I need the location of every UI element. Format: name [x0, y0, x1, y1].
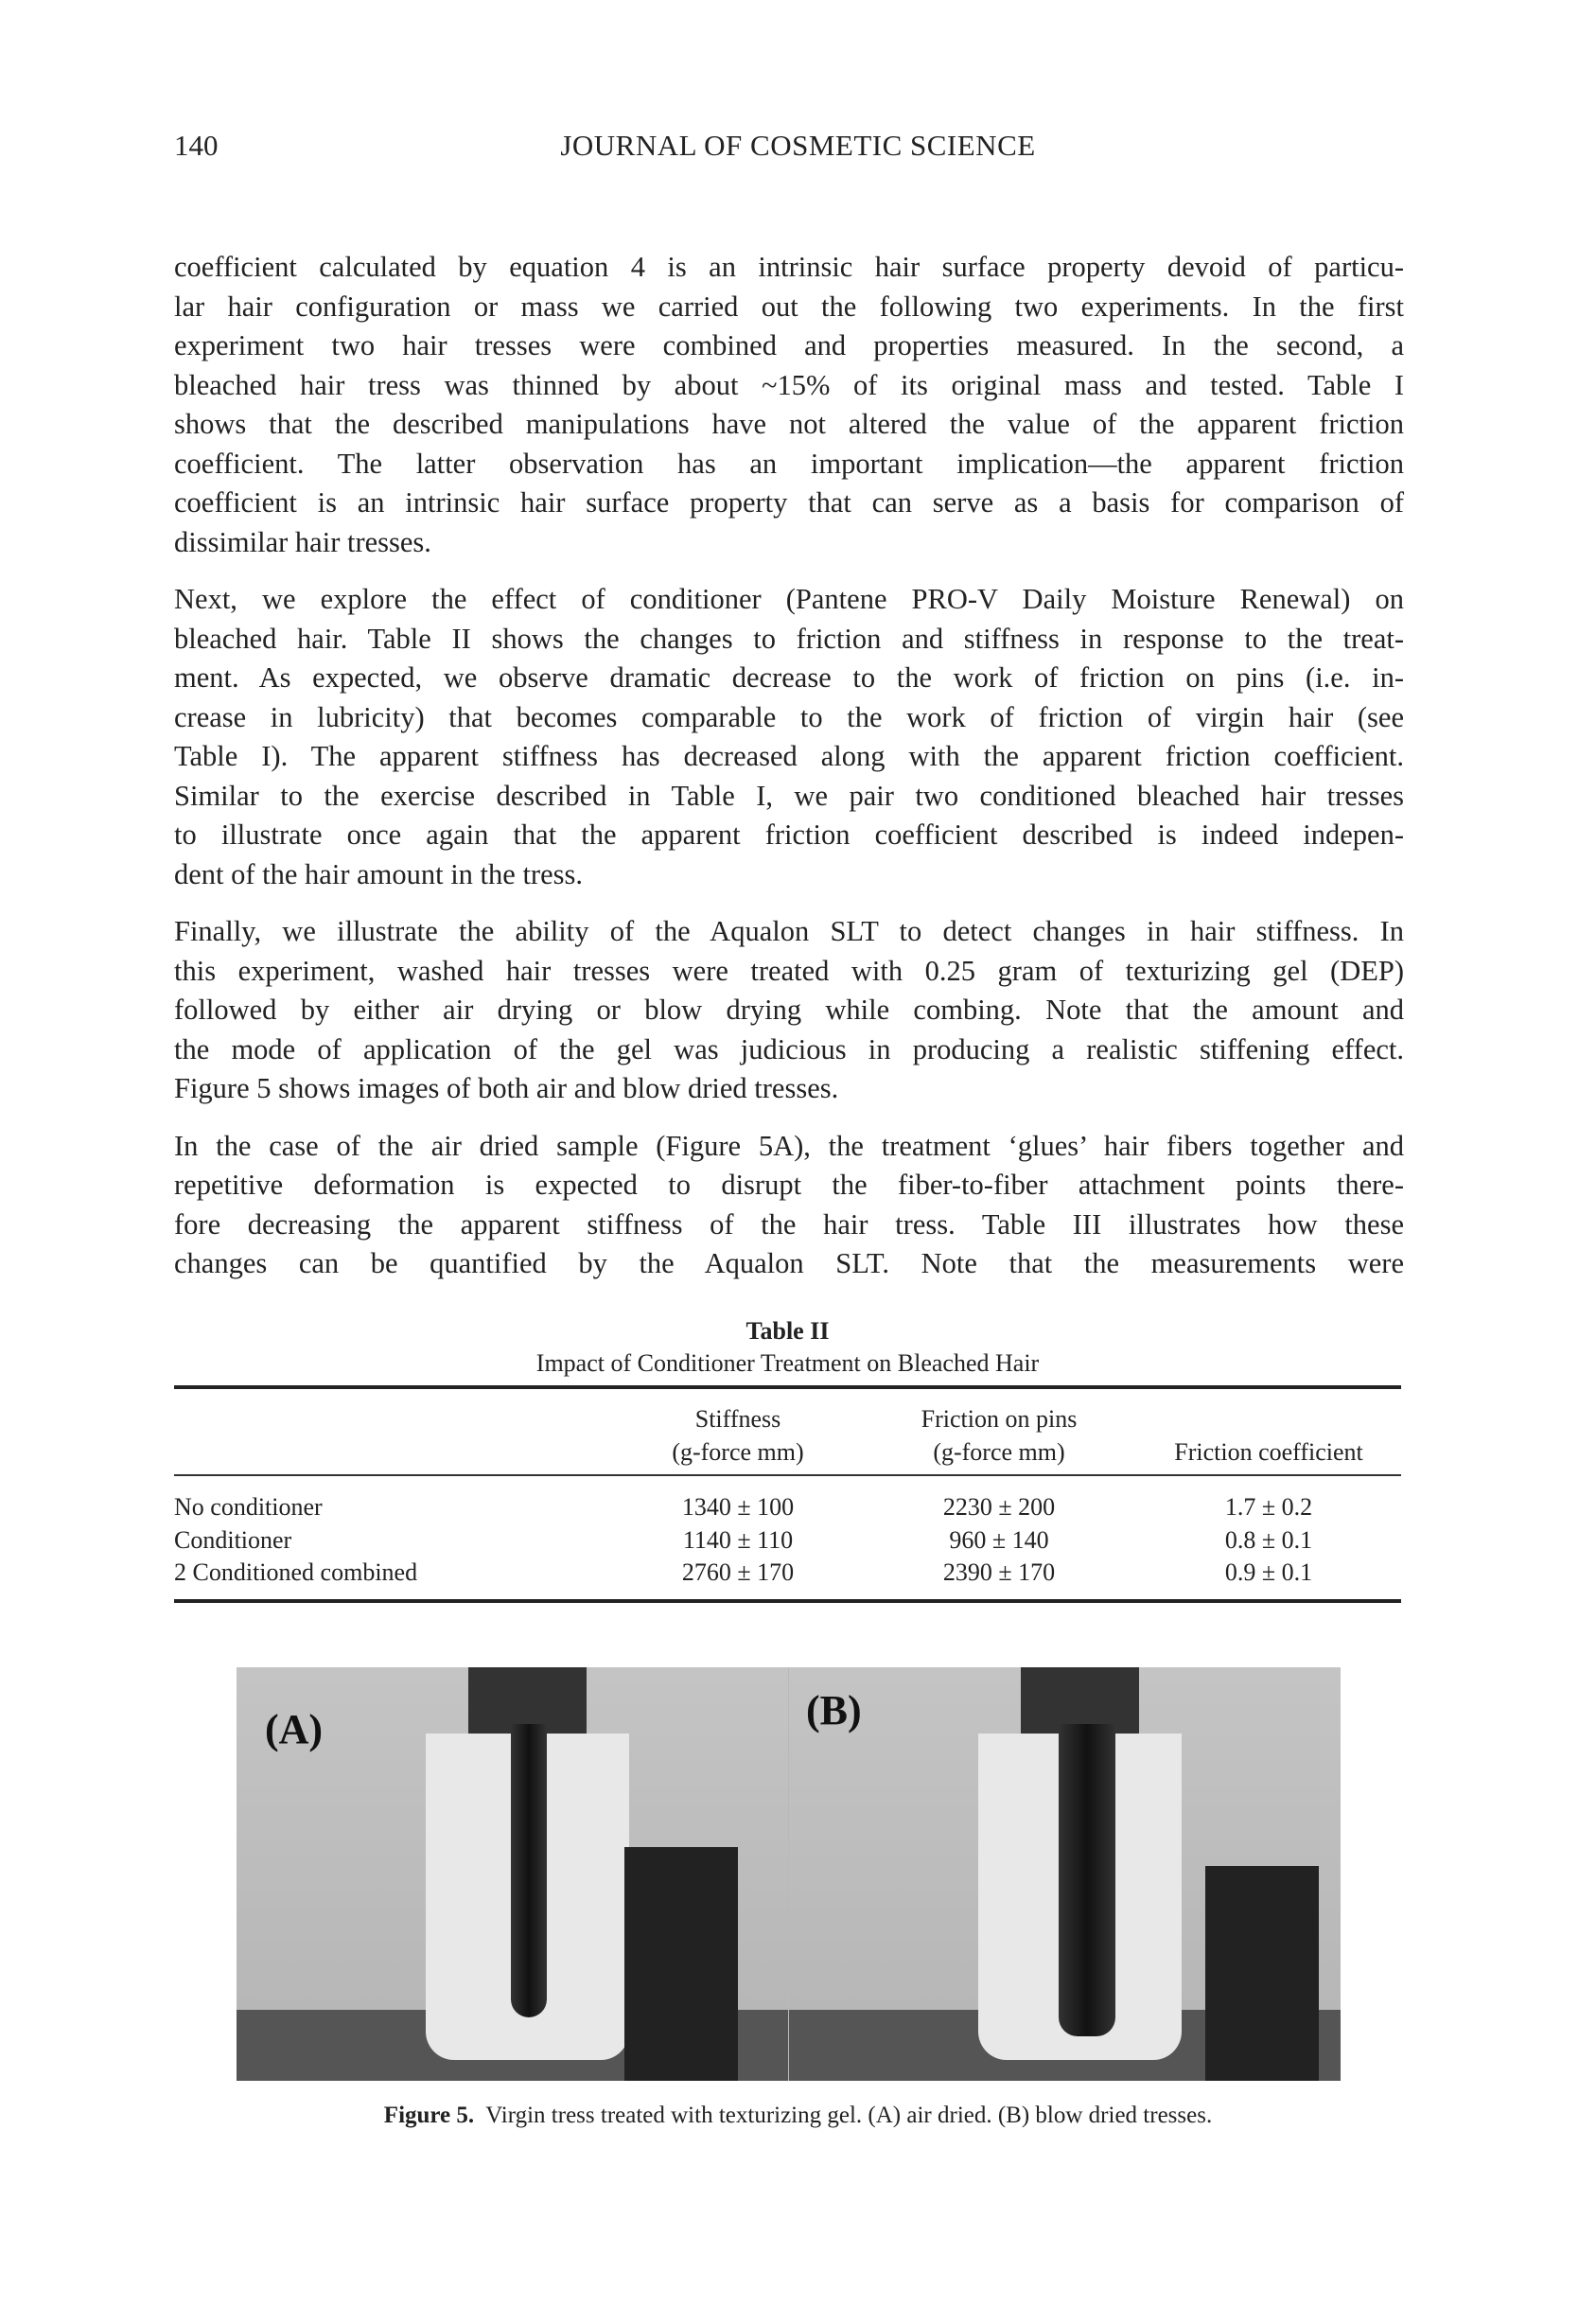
text-line: lar hair configuration or mass we carried out the following two experiments. In the first: [174, 290, 1404, 323]
page-number: 140: [174, 129, 219, 162]
text-line: In the case of the air dried sample (Figure 5A), the treatment ‘glues’ hair fibers together and: [174, 1129, 1404, 1162]
text-line: dissimilar hair tresses.: [174, 525, 431, 558]
figure-caption: Figure 5. Virgin tress treated with texturizing gel. (A) air dried. (B) blow dried tresses.: [383, 2103, 1213, 2128]
header-friction-on-pins: Friction on pins (g-force mm): [921, 1405, 1078, 1466]
panel-a-label: (A): [265, 1706, 324, 1752]
text-line: ment. As expected, we observe dramatic decrease to the work of friction on pins (i.e. in-: [174, 661, 1404, 694]
table-row: [174, 1491, 1401, 1524]
text-line: to illustrate once again that the apparent friction coefficient described is indeed indepen-: [174, 819, 1404, 851]
figure-panel-b: [789, 1667, 1341, 2081]
text-line: repetitive deformation is expected to disrupt the fiber-to-fiber attachment points there-: [174, 1169, 1404, 1201]
table-label: Table II: [745, 1317, 830, 1345]
table-cell: 2390 ± 170: [942, 1558, 1056, 1586]
text-line: Next, we explore the effect of conditioner (Pantene PRO-V Daily Moisture Renewal) on: [174, 583, 1404, 615]
header-friction-coefficient: Friction coefficient: [1174, 1438, 1363, 1466]
figure-5-image: [237, 1667, 1341, 2081]
table-cell: 960 ± 140: [949, 1525, 1049, 1554]
text-line: bleached hair tress was thinned by about ~15% of its original mass and tested. Table I: [174, 368, 1404, 401]
text-line: bleached hair. Table II shows the changes to friction and stiffness in response to the treat-: [174, 622, 1404, 655]
table-cell: 2760 ± 170: [681, 1558, 795, 1586]
paragraph: [174, 1127, 1404, 1284]
table-title: Impact of Conditioner Treatment on Bleached Hair: [535, 1349, 1040, 1377]
text-line: shows that the described manipulations have not altered the value of the apparent friction: [174, 408, 1404, 440]
table-header-row: [174, 1389, 1401, 1474]
table-row: [174, 1524, 1401, 1558]
table-bottom-rule: [174, 1599, 1401, 1603]
paragraph: [174, 248, 1404, 562]
paragraph: [174, 580, 1404, 894]
table-header-rule: [174, 1474, 1401, 1476]
body-text: [174, 248, 1404, 1302]
text-line: Table I). The apparent stiffness has decreased along with the apparent friction coefficient.: [174, 740, 1404, 772]
text-line: followed by either air drying or blow drying while combing. Note that the amount and: [174, 994, 1404, 1026]
panel-b-label: (B): [806, 1687, 862, 1734]
table-cell: Conditioner: [174, 1525, 292, 1554]
text-line: Figure 5 shows images of both air and blow dried tresses.: [174, 1072, 839, 1104]
text-line: fore decreasing the apparent stiffness of the hair tress. Table III illustrates how these: [174, 1207, 1404, 1241]
table-cell: No conditioner: [174, 1493, 323, 1521]
table-cell: 1.7 ± 0.2: [1224, 1493, 1313, 1521]
text-line: crease in lubricity) that becomes comparable to the work of friction of virgin hair (see: [174, 700, 1404, 733]
running-header: JOURNAL OF COSMETIC SCIENCE: [560, 129, 1036, 162]
hair-tress-b: [1059, 1724, 1115, 2036]
header-stiffness: Stiffness (g-force mm): [672, 1405, 804, 1466]
text-line: Similar to the exercise described in Table I, we pair two conditioned bleached hair tresses: [174, 779, 1404, 812]
text-line: coefficient. The latter observation has an important implication—the apparent friction: [174, 447, 1404, 480]
table-cell: 1340 ± 100: [681, 1493, 795, 1521]
hair-tress-a: [511, 1724, 547, 2017]
text-line: the mode of application of the gel was judicious in producing a realistic stiffening effect.: [174, 1032, 1404, 1065]
table-cell: 2230 ± 200: [942, 1493, 1056, 1521]
table-ii: [174, 1315, 1401, 1603]
table-row: [174, 1557, 1401, 1590]
table-cell: 2 Conditioned combined: [174, 1558, 418, 1586]
table-cell: 1140 ± 110: [682, 1525, 794, 1554]
text-line: coefficient calculated by equation 4 is an intrinsic hair surface property devoid of particu-: [174, 251, 1404, 283]
paragraph: [174, 912, 1404, 1109]
figure-panel-a: [237, 1667, 788, 2081]
text-line: dent of the hair amount in the tress.: [174, 857, 583, 890]
text-line: Finally, we illustrate the ability of the Aqualon SLT to detect changes in hair stiffness. In: [174, 915, 1404, 947]
text-line: changes can be quantified by the Aqualon SLT. Note that the measurements were: [174, 1247, 1404, 1279]
table-cell: 0.8 ± 0.1: [1224, 1525, 1313, 1554]
text-line: experiment two hair tresses were combined and properties measured. In the second, a: [174, 329, 1404, 361]
table-cell: 0.9 ± 0.1: [1224, 1558, 1313, 1586]
text-line: this experiment, washed hair tresses were treated with 0.25 gram of texturizing gel (DEP): [174, 954, 1404, 987]
text-line: coefficient is an intrinsic hair surface property that can serve as a basis for comparison of: [174, 486, 1404, 519]
